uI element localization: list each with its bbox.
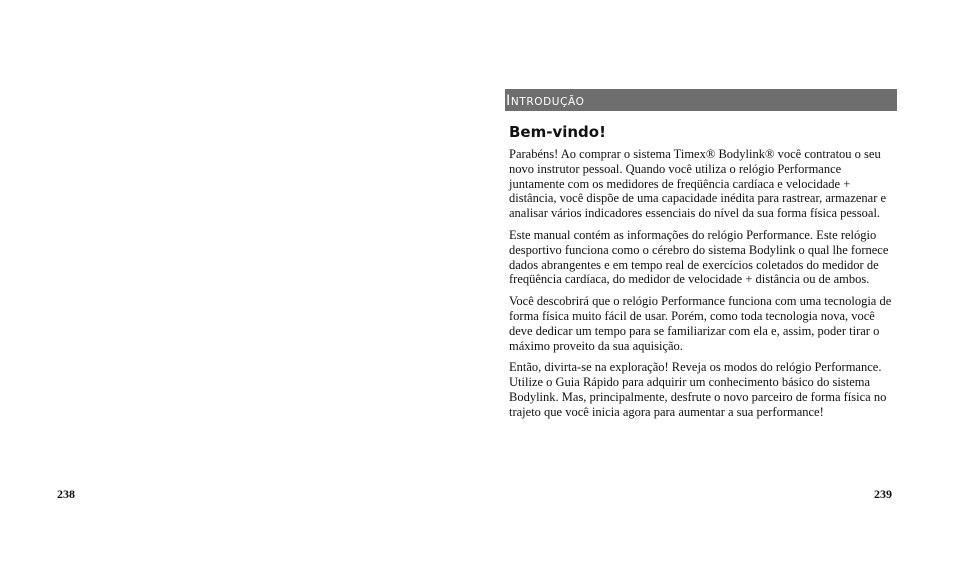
page-number-left: 238	[57, 487, 75, 501]
body-text	[509, 147, 899, 427]
section-title-initial: I	[506, 93, 511, 109]
paragraph-manual: Este manual contém as informações do relógio Performance. Este relógio desportivo funciona como o cérebro do sistema Bodylink o qual lhe fornece dados abrangentes e em tempo real de exercícios coletados do medidor de freqüência cardíaca, do medidor de velocidade + distância ou de ambos.	[509, 227, 889, 287]
section-header-bar	[505, 89, 897, 111]
page-heading: Bem-vindo!	[509, 123, 606, 141]
section-title-rest: NTRODUÇÃO	[510, 96, 585, 108]
paragraph-closing: Então, divirta-se na exploração! Reveja os modos do relógio Performance. Utilize o Guia Rápido para adquirir um conhecimento básico do sistema Bodylink. Mas, principalmente, desfrute o novo parceiro de forma física no trajeto que você inicia agora para aumentar a sua performance!	[509, 360, 887, 419]
paragraph-intro: Parabéns! Ao comprar o sistema Timex® Bodylink® você contratou o seu novo instrutor pessoal. Quando você utiliza o relógio Performance juntamente com os medidores de freqüência cardíaca e velocidade + distância, você dispõe de uma capacidade inédita para rastrear, armazenar e analisar vários indicadores essenciais do nível da sua forma física pessoal.	[509, 147, 887, 221]
paragraph-technology: Você descobrirá que o relógio Performance funciona com uma tecnologia de forma física muito fácil de usar. Porém, como toda tecnologia nova, você deve dedicar um tempo para se familiarizar com ela e, assim, poder tirar o máximo proveito da sua aquisição.	[509, 294, 892, 353]
section-title	[506, 93, 584, 109]
page-number-right: 239	[874, 487, 892, 501]
